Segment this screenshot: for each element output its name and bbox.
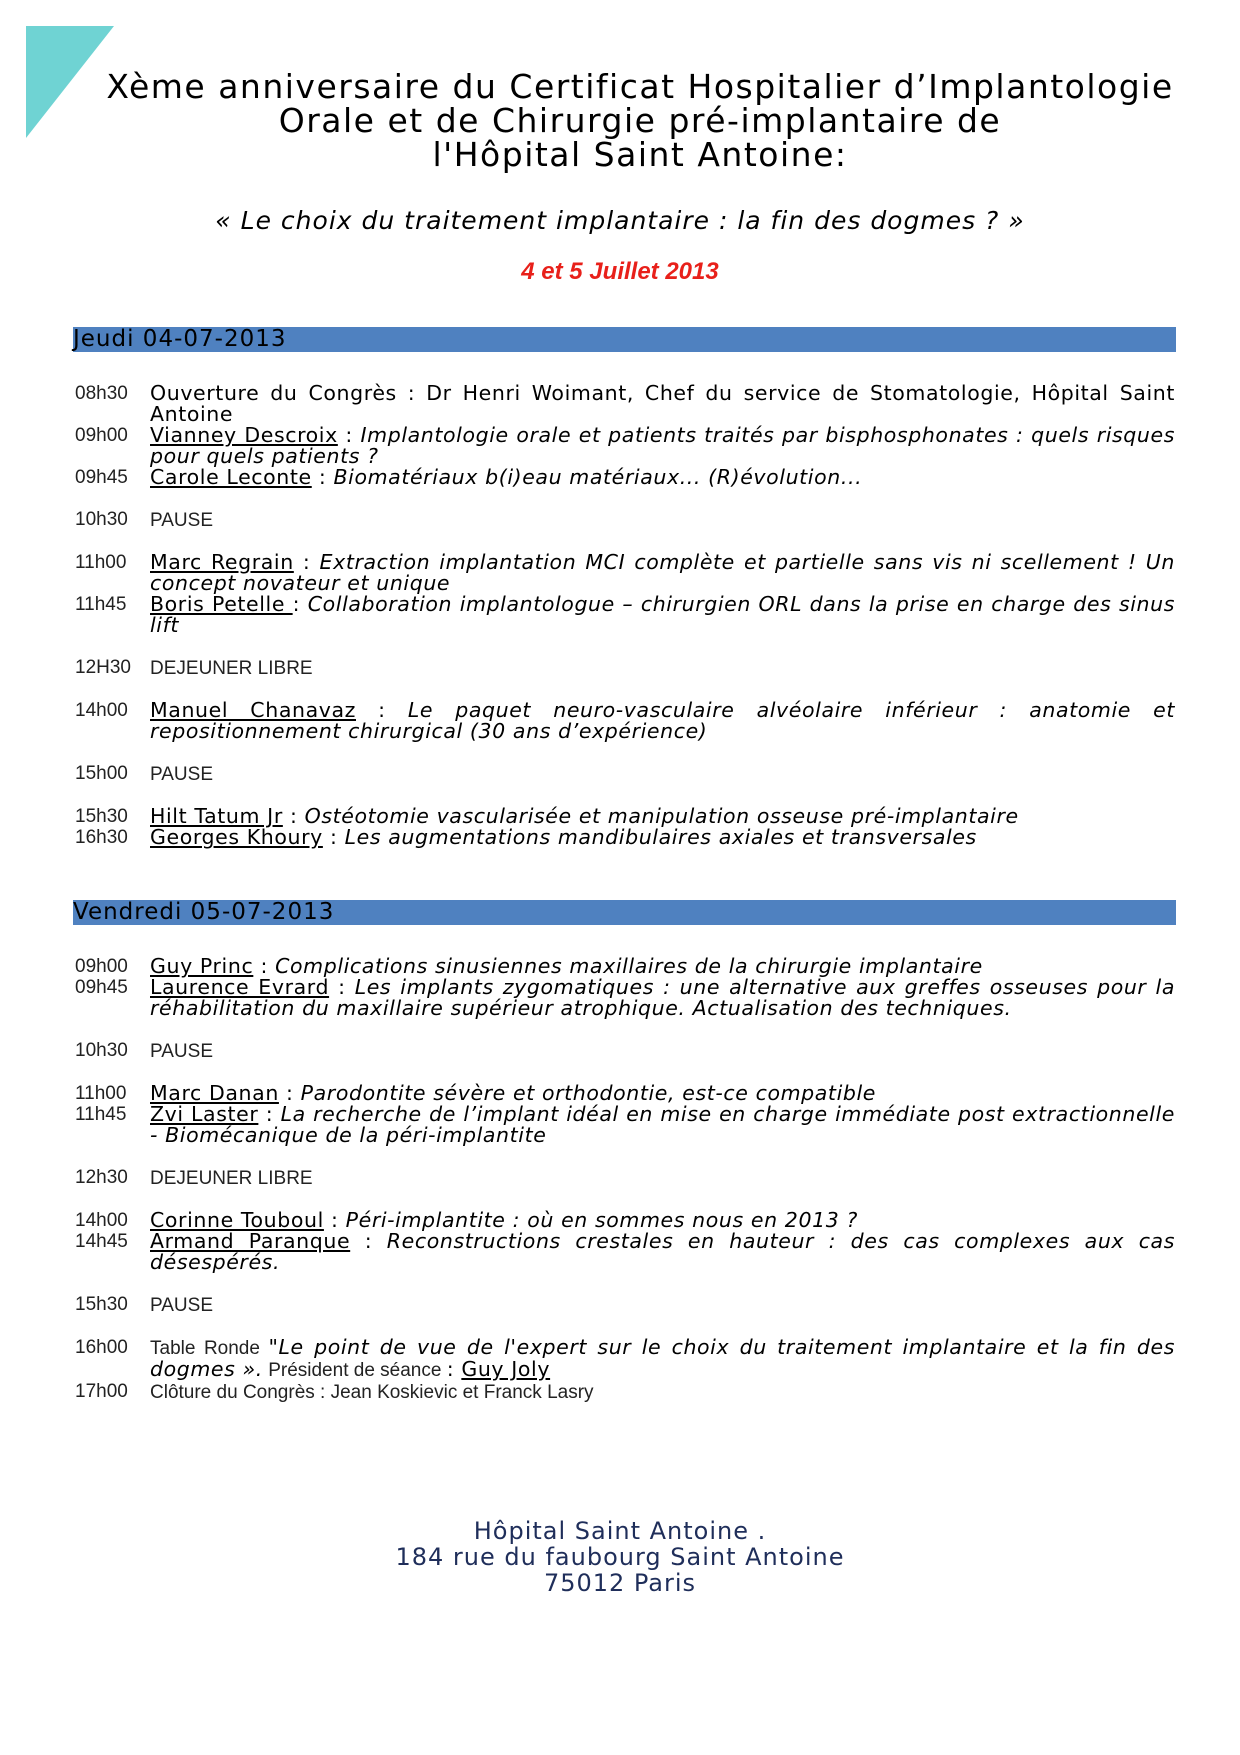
time-slot: 11h00: [75, 1083, 127, 1104]
schedule-item: [75, 467, 1175, 488]
time-slot: 14h00: [75, 700, 128, 721]
item-text: PAUSE: [150, 1041, 214, 1062]
time-slot: 09h00: [75, 956, 128, 977]
spacer: [75, 1189, 1175, 1210]
time-slot: 15h30: [75, 806, 128, 827]
item-body: [150, 1104, 1175, 1146]
item-body: [150, 827, 1175, 848]
item-body: [150, 383, 1175, 425]
item-text: DEJEUNER LIBRE: [150, 658, 313, 679]
speaker-name: Carole Leconte: [150, 465, 312, 489]
speaker-name: Boris Petelle: [150, 592, 293, 616]
talk-title: Extraction implantation MCI complète et partielle sans vis ni scellement ! Un concept novateur et unique: [150, 550, 1176, 595]
time-slot: 10h30: [75, 509, 128, 530]
subtitle: « Le choix du traitement implantaire : la fin des dogmes ? »: [215, 206, 1025, 235]
schedule-item: [75, 1337, 1175, 1381]
speaker-name: Laurence Evrard: [150, 975, 330, 999]
item-body: [150, 1210, 1175, 1231]
item-body: [150, 1381, 1175, 1403]
time-slot: 11h00: [75, 552, 127, 573]
speaker-name: Zvi Laster: [150, 1102, 259, 1126]
day-1-program: [75, 383, 1175, 848]
schedule-item: [75, 383, 1175, 425]
speaker-name: Marc Danan: [150, 1081, 279, 1105]
speaker-name: Corinne Touboul: [150, 1208, 324, 1232]
separator: :: [329, 975, 355, 999]
item-body: [150, 467, 1175, 488]
title-line-1: Xème anniversaire du Certificat Hospitalier d’Implantologie: [106, 67, 1174, 106]
day-label: Vendredi 05-07-2013: [73, 899, 335, 925]
time-slot: 09h45: [75, 977, 128, 998]
schedule-break: [75, 509, 1175, 531]
item-body: [150, 977, 1175, 1019]
title-line-2: Orale et de Chirurgie pré-implantaire de: [278, 101, 1002, 140]
president-label: Président de séance: [262, 1360, 447, 1381]
item-body: [150, 956, 1175, 977]
item-body: [150, 425, 1175, 467]
item-body: [150, 763, 1175, 785]
schedule-item: [75, 827, 1175, 848]
time-slot: 14h00: [75, 1210, 128, 1231]
separator: :: [278, 1081, 301, 1105]
item-body: [150, 1167, 1175, 1189]
separator: :: [322, 825, 345, 849]
separator: :: [446, 1357, 462, 1381]
address-line-1: Hôpital Saint Antoine .: [473, 1517, 767, 1545]
title-line-3: l'Hôpital Saint Antoine:: [432, 135, 848, 174]
talk-title: Ostéotomie vascularisée et manipulation osseuse pré-implantaire: [304, 804, 1019, 828]
item-text: Clôture du Congrès : Jean Koskievic et Franck Lasry: [150, 1382, 594, 1403]
item-body: [150, 594, 1175, 636]
talk-title: Le paquet neuro-vasculaire alvéolaire inférieur : anatomie et repositionnement chirurgical (30 ans d’expérience): [150, 698, 1176, 743]
talk-title: Les augmentations mandibulaires axiales et transversales: [344, 825, 977, 849]
item-body: [150, 552, 1175, 594]
item-text: PAUSE: [150, 764, 214, 785]
day-header-1: [73, 327, 1176, 352]
separator: :: [350, 1229, 387, 1253]
item-body: [150, 1083, 1175, 1104]
time-slot: 09h00: [75, 425, 128, 446]
item-text: PAUSE: [150, 1295, 214, 1316]
time-slot: 12h30: [75, 1167, 128, 1188]
talk-title: Les implants zygomatiques : une alternative aux greffes osseuses pour la réhabilitation du maxillaire supérieur atrophique. Actualisation des techniques.: [150, 975, 1175, 1020]
schedule-item: [75, 1210, 1175, 1231]
day-2-program: [75, 956, 1175, 1403]
spacer: [75, 1019, 1175, 1040]
speaker-name: Vianney Descroix: [150, 423, 338, 447]
schedule-item: [75, 806, 1175, 827]
schedule-break: [75, 1294, 1175, 1316]
time-slot: 16h30: [75, 827, 128, 848]
speaker-name: Armand Paranque: [150, 1229, 351, 1253]
separator: :: [337, 423, 361, 447]
day-header-2: [73, 900, 1176, 925]
schedule-item: [75, 594, 1175, 636]
item-body: [150, 1040, 1175, 1062]
speaker-name: Georges Khoury: [150, 825, 323, 849]
page-title: [80, 67, 1200, 174]
speaker-name: Guy Princ: [150, 954, 254, 978]
separator: :: [293, 550, 320, 574]
time-slot: 08h30: [75, 383, 128, 404]
speaker-name: Manuel Chanavaz: [150, 698, 356, 722]
schedule-item: [75, 1083, 1175, 1104]
time-slot: 15h30: [75, 1294, 128, 1315]
item-body: [150, 657, 1175, 679]
talk-title: Complications sinusiennes maxillaires de la chirurgie implantaire: [275, 954, 983, 978]
schedule-item: [75, 700, 1175, 742]
time-slot: 09h45: [75, 467, 128, 488]
time-slot: 17h00: [75, 1381, 128, 1402]
item-body: [150, 806, 1175, 827]
address-block: [0, 1518, 1240, 1596]
spacer: [75, 679, 1175, 700]
talk-title: Reconstructions crestales en hauteur : des cas complexes aux cas désespérés.: [150, 1229, 1176, 1274]
schedule-break: [75, 1040, 1175, 1062]
talk-title: Parodontite sévère et orthodontie, est-ce compatible: [300, 1081, 876, 1105]
talk-title: La recherche de l’implant idéal en mise en charge immédiate post extractionnelle - Biomécanique de la péri-implantite: [150, 1102, 1175, 1147]
item-body: [150, 1337, 1175, 1381]
item-text: PAUSE: [150, 510, 214, 531]
speaker-name: Marc Regrain: [150, 550, 294, 574]
schedule-break: [75, 1381, 1175, 1403]
talk-title: "Le point de vue de l'expert sur le choix du traitement implantaire et la fin des dogmes ».: [150, 1335, 1175, 1381]
item-body: [150, 1231, 1175, 1273]
schedule-item: [75, 552, 1175, 594]
schedule-item: [75, 1104, 1175, 1146]
time-slot: 11h45: [75, 594, 127, 615]
day-label: Jeudi 04-07-2013: [73, 326, 287, 352]
item-body: [150, 509, 1175, 531]
item-text: DEJEUNER LIBRE: [150, 1168, 313, 1189]
schedule-item: [75, 956, 1175, 977]
schedule-break: [75, 657, 1175, 679]
separator: :: [253, 954, 276, 978]
separator: :: [323, 1208, 346, 1232]
speaker-name: Hilt Tatum Jr: [150, 804, 283, 828]
schedule-item: [75, 1231, 1175, 1273]
table-ronde-label: Table Ronde: [150, 1338, 269, 1359]
time-slot: 16h00: [75, 1337, 128, 1358]
item-body: [150, 700, 1175, 742]
address-line-3: 75012 Paris: [543, 1569, 697, 1597]
schedule-item: [75, 425, 1175, 467]
schedule-break: [75, 1167, 1175, 1189]
separator: :: [292, 592, 308, 616]
spacer: [75, 1146, 1175, 1167]
spacer: [75, 636, 1175, 657]
time-slot: 14h45: [75, 1231, 128, 1252]
address-line-2: 184 rue du faubourg Saint Antoine: [395, 1543, 845, 1571]
separator: :: [258, 1102, 281, 1126]
separator: :: [311, 465, 334, 489]
talk-title: Collaboration implantologue – chirurgien ORL dans la prise en charge des sinus lift: [150, 592, 1176, 637]
schedule-break: [75, 763, 1175, 785]
time-slot: 11h45: [75, 1104, 127, 1125]
item-body: [150, 1294, 1175, 1316]
time-slot: 10h30: [75, 1040, 128, 1061]
spacer: [75, 1316, 1175, 1337]
spacer: [75, 531, 1175, 552]
time-slot: 15h00: [75, 763, 128, 784]
speaker-name: Guy Joly: [461, 1357, 551, 1381]
spacer: [75, 1062, 1175, 1083]
separator: :: [356, 698, 408, 722]
talk-title: Implantologie orale et patients traités par bisphosphonates : quels risques pour quels patients ?: [150, 423, 1175, 468]
schedule-item: [75, 977, 1175, 1019]
spacer: [75, 785, 1175, 806]
talk-title: Biomatériaux b(i)eau matériaux... (R)évolution...: [333, 465, 863, 489]
item-text: Ouverture du Congrès : Dr Henri Woimant, Chef du service de Stomatologie, Hôpital Saint Antoine: [150, 381, 1175, 426]
event-date: 4 et 5 Juillet 2013: [521, 258, 719, 285]
spacer: [75, 1273, 1175, 1294]
talk-title: Péri-implantite : où en sommes nous en 2013 ?: [345, 1208, 858, 1232]
spacer: [75, 742, 1175, 763]
spacer: [75, 488, 1175, 509]
time-slot: 12H30: [75, 657, 131, 678]
separator: :: [282, 804, 305, 828]
